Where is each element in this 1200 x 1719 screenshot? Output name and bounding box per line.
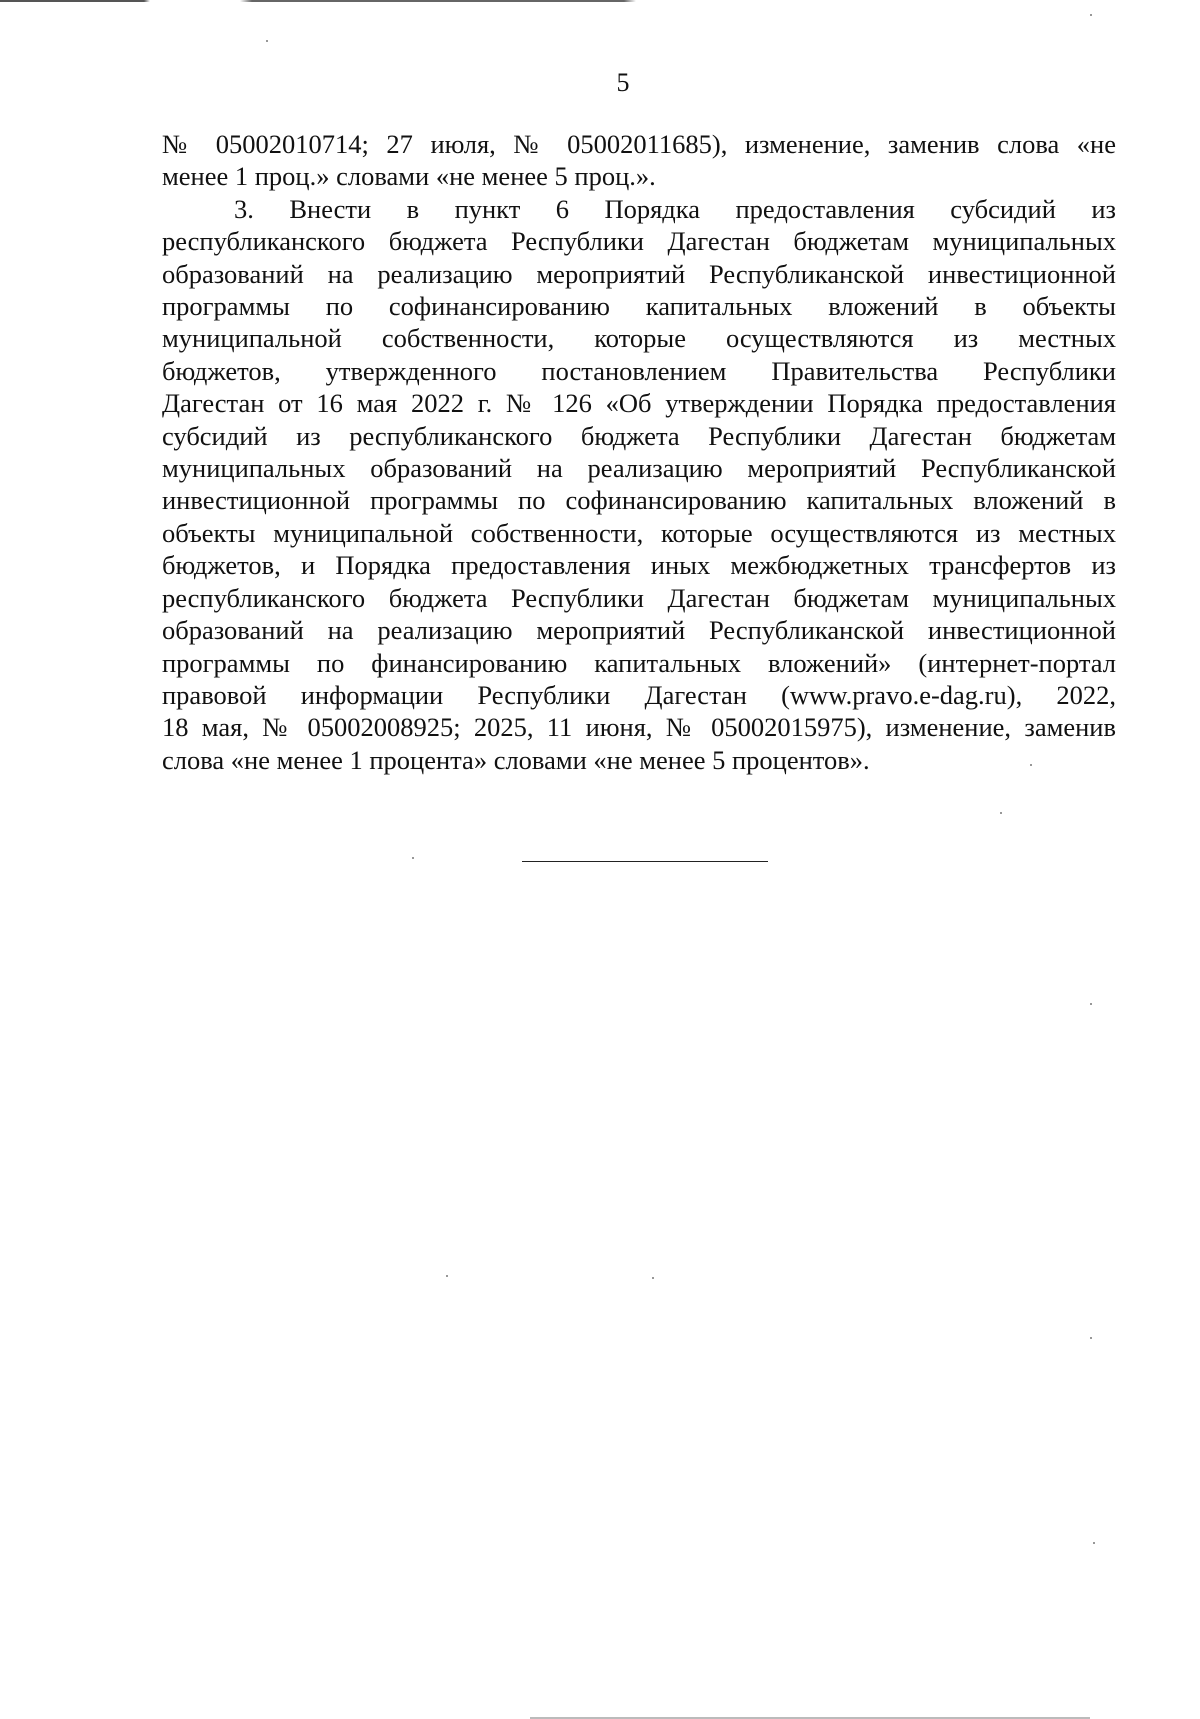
body-line-2: менее 1 проц.» словами «не менее 5 проц.». (162, 161, 656, 192)
scan-speck (1090, 1003, 1092, 1005)
body-line-8: бюджетов, утвержденного постановлением Правительства Республики (162, 355, 1116, 386)
body-line-5: образований на реализацию мероприятий Республиканской инвестиционной (162, 258, 1116, 289)
body-line-20: слова «не менее 1 процента» словами «не менее 5 процентов». (162, 744, 870, 775)
body-line-18: правовой информации Республики Дагестан (www.pravo.e-dag.ru), 2022, (162, 679, 1116, 710)
body-line-14: бюджетов, и Порядка предоставления иных межбюджетных трансфертов из (162, 550, 1116, 581)
scan-speck (1090, 14, 1092, 16)
body-line-11: муниципальных образований на реализацию мероприятий Республиканской (162, 453, 1116, 484)
end-of-text-rule (522, 861, 768, 862)
scan-speck (446, 1275, 448, 1277)
body-line-19: 18 мая, № 05002008925; 2025, 11 июня, № 05002015975), изменение, заменив (162, 712, 1116, 743)
body-line-12: инвестиционной программы по софинансированию капитальных вложений в (162, 485, 1116, 516)
body-line-9: Дагестан от 16 мая 2022 г. № 126 «Об утверждении Порядка предоставления (162, 388, 1116, 419)
body-line-10: субсидий из республиканского бюджета Республики Дагестан бюджетам (162, 420, 1116, 451)
document-body (162, 128, 1116, 776)
scan-speck (412, 857, 414, 859)
body-line-3-item-3-start: 3. Внести в пункт 6 Порядка предоставления субсидий из (234, 193, 1116, 224)
body-line-16: образований на реализацию мероприятий Республиканской инвестиционной (162, 615, 1116, 646)
body-line-13: объекты муниципальной собственности, которые осуществляются из местных (162, 517, 1116, 548)
body-line-17: программы по финансированию капитальных вложений» (интернет-портал (162, 647, 1116, 678)
body-line-15: республиканского бюджета Республики Дагестан бюджетам муниципальных (162, 582, 1116, 613)
scan-speck (1090, 1337, 1092, 1339)
scan-speck (1000, 812, 1002, 814)
body-line-7: муниципальной собственности, которые осуществляются из местных (162, 323, 1116, 354)
scan-speck (652, 1277, 654, 1279)
body-line-1: № 05002010714; 27 июля, № 05002011685), изменение, заменив слова «не (162, 129, 1116, 159)
page-number: 5 (616, 68, 630, 97)
scan-speck (266, 40, 268, 42)
scan-speck (1030, 764, 1032, 766)
body-line-6: программы по софинансированию капитальных вложений в объекты (162, 291, 1116, 322)
body-line-4: республиканского бюджета Республики Дагестан бюджетам муниципальных (162, 226, 1116, 257)
scan-speck (1093, 1542, 1095, 1544)
scan-edge-top (0, 0, 1200, 2)
